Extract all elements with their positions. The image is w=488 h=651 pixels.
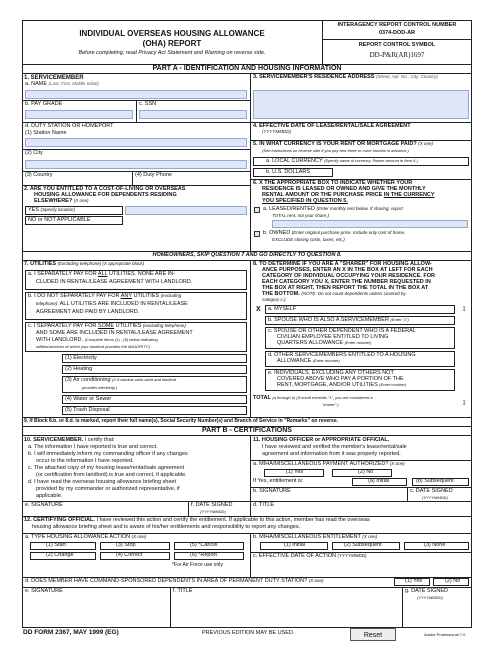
item-7-label: 7. UTILITIES (Excluding telephone) (X appropriate block) xyxy=(24,261,145,267)
item-1d-label: d. DUTY STATION OR HOMEPORT xyxy=(25,123,114,129)
item-2-location-input[interactable] xyxy=(125,206,247,215)
myself-count: 1 xyxy=(462,305,466,313)
item-1b-label: b. PAY GRADE xyxy=(25,101,63,107)
item-1a-label: a. NAME (Last, First, Middle Initial) xyxy=(25,81,99,87)
item-10f-label: f. DATE SIGNED xyxy=(191,502,233,508)
item-12c-label: c. EFFECTIVE DATE OF ACTION (YYYYMMDD) xyxy=(253,553,367,559)
form-title: INDIVIDUAL OVERSEAS HOUSING ALLOWANCE xyxy=(79,29,265,38)
city-label: (2) City xyxy=(25,150,43,156)
residence-address-input[interactable] xyxy=(253,90,469,119)
item-1c-label: c. SSN xyxy=(139,101,157,107)
reset-button[interactable]: Reset xyxy=(350,628,396,641)
item-12g-label: g. DATE SIGNED xyxy=(405,588,448,594)
report-symbol: DD-P&R(AR)1697 xyxy=(369,51,425,59)
duty-phone-label: (4) Duty Phone xyxy=(135,172,172,178)
report-symbol-label: REPORT CONTROL SYMBOL xyxy=(358,42,436,48)
station-name-label: (1) Station Name xyxy=(25,130,67,136)
part-a-title: PART A - IDENTIFICATION AND HOUSING INFORMATION xyxy=(152,65,342,72)
control-number: 0374-DOD-AR xyxy=(378,30,416,36)
item-9-text: 9. If Block 8.b. or 8.d. is marked, report their full name(s), Social Security Number(s) and Branch of Service in "Remarks" on reverse. xyxy=(24,418,339,424)
form-id: DD FORM 2367, MAY 1999 (EG) xyxy=(23,629,119,636)
software-label: Adobe Professional 7.0 xyxy=(424,632,466,637)
item-12f-label: f. TITLE xyxy=(173,588,193,594)
item-3-label: 3. SERVICEMEMBER'S RESIDENCE ADDRESS (Street, Apt. No., City, Country) xyxy=(253,74,438,80)
item-8-label: 8. TO DETERMINE IF YOU ARE A "SHARER" FOR HOUSING ALLOW- xyxy=(253,261,432,267)
item-11b-label: b. SIGNATURE xyxy=(253,488,291,494)
item-1-label: 1. SERVICEMEMBER xyxy=(24,75,84,81)
form-subtitle: (OHA) REPORT xyxy=(142,39,202,48)
oha-report-form: INDIVIDUAL OVERSEAS HOUSING ALLOWANCE (OHA) REPORT Before completing, read Privacy Act Statement and Warning on reverse side. INTERAGENCY REPORT CONTROL NUMBER 0374-DOD-AR REPORT CONTROL SYMBOL DD-P&R(AR)1697 PART A - IDENTIFICATION AND HOUSING INFORMATION 1. SERVICEMEMBER a. NAME (Last, First, Middle Initial) b. PAY GRADE c. SSN d. DUTY STATION OR HOMEPORT (1) Station Name (2) City (3) Country (4) Duty Phone 2. ARE YOU ENTITLED TO A COST-OF-LIVING OR OVERSEAS HOUSING ALLOWANCE FOR DEPENDENTS RESIDING ELSEWHERE? (X one) YES (Specify location) NO or NOT APPLICABLE 3. SERVICEMEMBER'S RESIDENCE ADDRESS (Street, Apt. No., City, Country) 4. EFFECTIVE DATE OF LEASE/RENTAL/SALE AGREEMENT (YYYYMMDD) 5. IN WHAT CURRENCY IS YOUR RENT OR MORTGAGE PAID? (X one) (See instructions on reverse side if you pay rent three or more months in advance.) a. LOCAL CURRENCY (Specify name of currency. Report amount in Item 6.) b. U.S. DOLLARS 6. X THE APPROPRIATE BOX TO INDICATE WHETHER YOUR RESIDENCE IS LEASED OR OWNED AND GIVE THE MONTHLY RENTAL AMOUNT OR THE PURCHASE PRICE IN THE CURRENCY YOU SPECIFIED IN QUESTION 5. a. LEASED/RENTED (Enter monthly rent below. If sharing, report TOTAL rent, not your share.) b. OWNED (Enter original purchase price. Include only cost of home, EXCLUDE closing costs, taxes, etc.) HOMEOWNERS, SKIP QUESTION 7 AND GO DIRECTLY TO QUESTION 8. 7. UTILITIES (Excluding telephone) (X appropriate block) a. I SEPARATELY PAY FOR ALL UTILITIES. NONE ARE IN- CLUDED IN RENTAL/LEASE AGREEMENT WITH LANDLORD. b. I DO NOT SEPARATELY PAY FOR ANY UTILITIES (excluding telephone). ALL UTILITIES ARE INCLUDED IN RENTAL/LEASE AGREEMENT AND PAID BY LANDLORD. c. I SEPARATELY PAY FOR SOME UTILITIES (excluding telephone) AND SOME ARE INCLUDED IN RENTAL/LEASE AGREEMENT WITH LANDLORD. (Complete items (1) - (5) below indicating utilities/services of which your landlord provides the MAJORITY.) (1) Electricity (2) Heating (3) Air conditioning (X if window units used and landlord provides electricity.) (4) Water or Sewer (5) Trash Disposal 8. TO DETERMINE IF YOU ARE A "SHARER" FOR HOUSING ALLOW- ANCE PURPOSES, ENTER AN X IN THE BOX AT LEFT FOR EACH CATEGORY OF INDIVIDUAL OCCUPYING YOUR RESIDENCE. FOR EACH CATEGORY YOU X, ENTER THE NUMBER REQUESTED IN THE BOX AT RIGHT, THEN REPORT THE TOTAL IN THE BOX AT THE BOTTOM. (NOTE: Do not count dependents unless covered by category c.) X a. MYSELF 1 b. SPOUSE WHO IS ALSO A SERVICEMEMBER (Enter "1") c. SPOUSE OR OTHER DEPENDENT WHO IS A FEDERAL CIVILIAN EMPLOYEE ENTITLED TO LIVING QUARTERS ALLOWANCE (Enter number) d. OTHER SERVICEMEMBERS ENTITLED TO A HOUSING ALLOWANCE (Enter number) e. INDIVIDUALS, EXCLUDING ANY OTHERS NOT COVERED ABOVE WHO PAY A PORTION OF THE RENT, MORTGAGE, AND/OR UTILITIES (Enter number) TOTAL (a through e) (If result exceeds "1", you are considered a "sharer".) 1 9. If Block 8.b. or 8.d. is marked, report their full name(s), Social Security Number(s) and Branch of Service in "Remarks" on reverse. PART B - CERTIFICATIONS 10. SERVICEMEMBER. I certify that: a. The information I have reported is true and correct. b. I will immediately inform my commanding officer if any changes occur to the information I have reported. c. The attached copy of my housing lease/rental/sale agreement (or certification from landlord) is true and correct, if applicable. d. I have read the overseas housing allowance briefing sheet provided by my commander or authorized representative, if applicable. e. SIGNATURE f. DATE SIGNED (YYYYMMDD) 11. HOUSING OFFICER or APPROPRIATE OFFICIAL. I have reviewed and verified the member's lease/rental/sale agreement and information from it was properly reported. a. MIHA/MISCELLANEOUS PAYMENT AUTHORIZED? (X one) (1) Yes (2) No If Yes, entitlement is: (a) Initial (b) Subsequent b. SIGNATURE c. DATE SIGNED (YYYYMMDD) d. TITLE 12. CERTIFYING OFFICIAL. I have reviewed this action and certify the entitlement. If applicable to this action, member has read the overseas housing allowance briefing sheet and is aware of his/her entitlements and responsibility to report any changes. a. TYPE HOUSING ALLOWANCE ACTION (X one) (1) Start (3) Stop (5) *Cancel (2) Change (4) Correct (6) *Report *For Air Force use only b. MIHA/MISCELLANEOUS ENTITLEMENT (X one) (1) Initial (2) Subsequent (3) None c. EFFECTIVE DATE OF ACTION (YYYYMMDD) d. DOES MEMBER HAVE COMMAND-SPONSORED DEPENDENTS IN AREA OF PERMANENT DUTY STATION? (X one) (1) Yes (2) No e. SIGNATURE f. TITLE g. DATE SIGNED (YYYYMMDD) DD FORM 2367, MAY 1999 (EG) PREVIOUS EDITION MAY BE USED. Reset Adobe Professional 7.0 xyxy=(22,20,472,640)
air-force-note: *For Air Force use only xyxy=(172,562,223,568)
myself-mark: X xyxy=(256,306,261,313)
item-12-label: 12. CERTIFYING OFFICIAL. I have reviewed this action and certify the entitlement. If applicable to this action, member has read the overseas xyxy=(24,517,370,523)
name-input[interactable] xyxy=(25,90,247,99)
item-12e-label: e. SIGNATURE xyxy=(25,588,63,594)
item-10-label: 10. SERVICEMEMBER. I certify that: xyxy=(24,437,115,443)
leased-checkbox[interactable] xyxy=(254,207,260,213)
item-11d-label: d. TITLE xyxy=(253,502,274,508)
previous-edition-note: PREVIOUS EDITION MAY BE USED. xyxy=(202,630,295,636)
monthly-rent-input[interactable] xyxy=(272,220,468,228)
item-11a-label: a. MIHA/MISCELLANEOUS PAYMENT AUTHORIZED? (X one) xyxy=(253,461,405,467)
item-12d-label: d. DOES MEMBER HAVE COMMAND-SPONSORED DEPENDENTS IN AREA OF PERMANENT DUTY STATION? (X one) xyxy=(25,578,324,584)
control-number-label: INTERAGENCY REPORT CONTROL NUMBER xyxy=(337,22,457,28)
total-count: 1 xyxy=(462,399,466,407)
item-5-label: 5. IN WHAT CURRENCY IS YOUR RENT OR MORTGAGE PAID? (X one) xyxy=(253,141,433,147)
total-label: TOTAL (a through e) (If result exceeds "1", you are considered a xyxy=(253,395,373,401)
part-b-title: PART B - CERTIFICATIONS xyxy=(202,427,292,434)
pay-grade-input[interactable] xyxy=(25,110,133,119)
city-input[interactable] xyxy=(25,160,247,169)
item-2-label: 2. ARE YOU ENTITLED TO A COST-OF-LIVING OR OVERSEAS xyxy=(24,186,186,192)
owned-checkbox[interactable] xyxy=(254,231,260,237)
ssn-input[interactable] xyxy=(139,110,247,119)
item-10e-label: e. SIGNATURE xyxy=(25,502,63,508)
item-6-label: 6. X THE APPROPRIATE BOX TO INDICATE WHETHER YOUR xyxy=(253,180,413,186)
item-11c-label: c. DATE SIGNED xyxy=(410,488,453,494)
homeowners-note: HOMEOWNERS, SKIP QUESTION 7 AND GO DIRECTLY TO QUESTION 8. xyxy=(152,252,342,258)
station-name-input[interactable] xyxy=(25,138,247,147)
item-12b-label: b. MIHA/MISCELLANEOUS ENTITLEMENT (X one) xyxy=(253,534,378,540)
item-12a-label: a. TYPE HOUSING ALLOWANCE ACTION (X one) xyxy=(25,534,147,540)
item-4-label: 4. EFFECTIVE DATE OF LEASE/RENTAL/SALE AGREEMENT xyxy=(253,123,411,129)
country-label: (3) Country xyxy=(25,172,53,178)
item-11-label: 11. HOUSING OFFICER or APPROPRIATE OFFICIAL. xyxy=(253,437,390,443)
privacy-note: Before completing, read Privacy Act Statement and Warning on reverse side. xyxy=(78,50,266,56)
